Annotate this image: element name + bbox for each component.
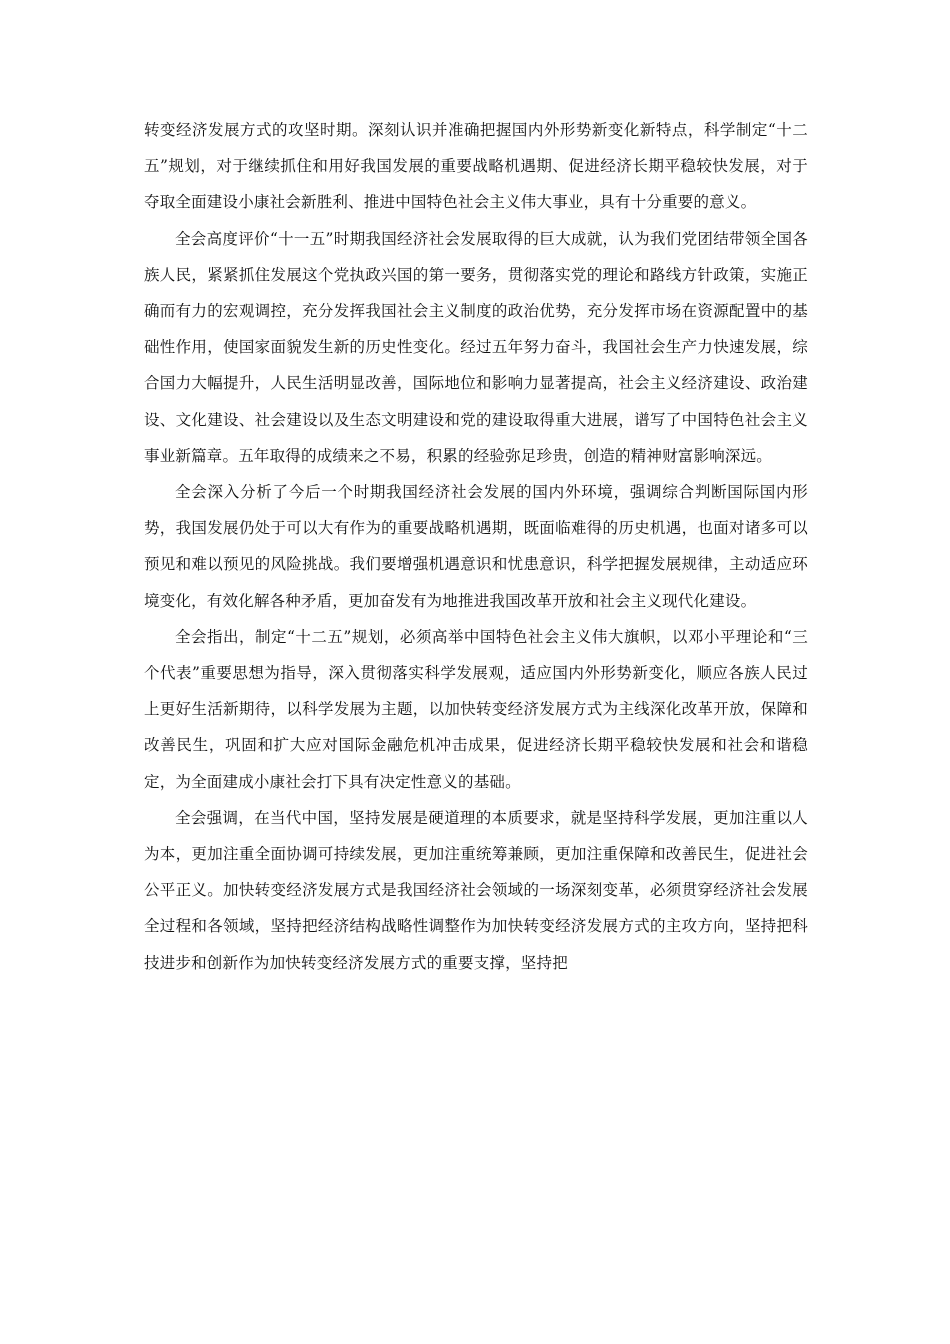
paragraph-4: 全会指出，制定“十二五”规划，必须高举中国特色社会主义伟大旗帜，以邓小平理论和“三个代表”重要思想为指导，深入贯彻落实科学发展观，适应国内外形势新变化，顺应各族人民过上更好生活新期待，以科学发展为主题，以加快转变经济发展方式为主线深化改革开放，保障和改善民生，巩固和扩大应对国际金融危机冲击成果，促进经济长期平稳较快发展和社会和谐稳定，为全面建成小康社会打下具有决定性意义的基础。 — [144, 627, 808, 791]
paragraph-5: 全会强调，在当代中国，坚持发展是硬道理的本质要求，就是坚持科学发展，更加注重以人为本，更加注重全面协调可持续发展，更加注重统筹兼顾，更加注重保障和改善民生，促进社会公平正义。加快转变经济发展方式是我国经济社会领域的一场深刻变革，必须贯穿经济社会发展全过程和各领域，坚持把经济结构战略性调整作为加快转变经济发展方式的主攻方向，坚持把科技进步和创新作为加快转变经济发展方式的重要支撑，坚持把 — [144, 808, 808, 972]
paragraph-2: 全会高度评价“十一五”时期我国经济社会发展取得的巨大成就，认为我们党团结带领全国各族人民，紧紧抓住发展这个党执政兴国的第一要务，贯彻落实党的理论和路线方针政策，实施正确而有力的宏观调控，充分发挥我国社会主义制度的政治优势，充分发挥市场在资源配置中的基础性作用，使国家面貌发生新的历史性变化。经过五年努力奋斗，我国社会生产力快速发展，综合国力大幅提升，人民生活明显改善，国际地位和影响力显著提高，社会主义经济建设、政治建设、文化建设、社会建设以及生态文明建设和党的建设取得重大进展，谱写了中国特色社会主义事业新篇章。五年取得的成绩来之不易，积累的经验弥足珍贵，创造的精神财富影响深远。 — [144, 229, 808, 465]
paragraph-1: 转变经济发展方式的攻坚时期。深刻认识并准确把握国内外形势新变化新特点，科学制定“十二五”规划，对于继续抓住和用好我国发展的重要战略机遇期、促进经济长期平稳较快发展，对于夺取全面建设小康社会新胜利、推进中国特色社会主义伟大事业，具有十分重要的意义。 — [144, 121, 808, 212]
paragraph-3: 全会深入分析了今后一个时期我国经济社会发展的国内外环境，强调综合判断国际国内形势，我国发展仍处于可以大有作为的重要战略机遇期，既面临难得的历史机遇，也面对诸多可以预见和难以预见的风险挑战。我们要增强机遇意识和忧患意识，科学把握发展规律，主动适应环境变化，有效化解各种矛盾，更加奋发有为地推进我国改革开放和社会主义现代化建设。 — [144, 483, 808, 610]
document-body — [144, 112, 808, 981]
